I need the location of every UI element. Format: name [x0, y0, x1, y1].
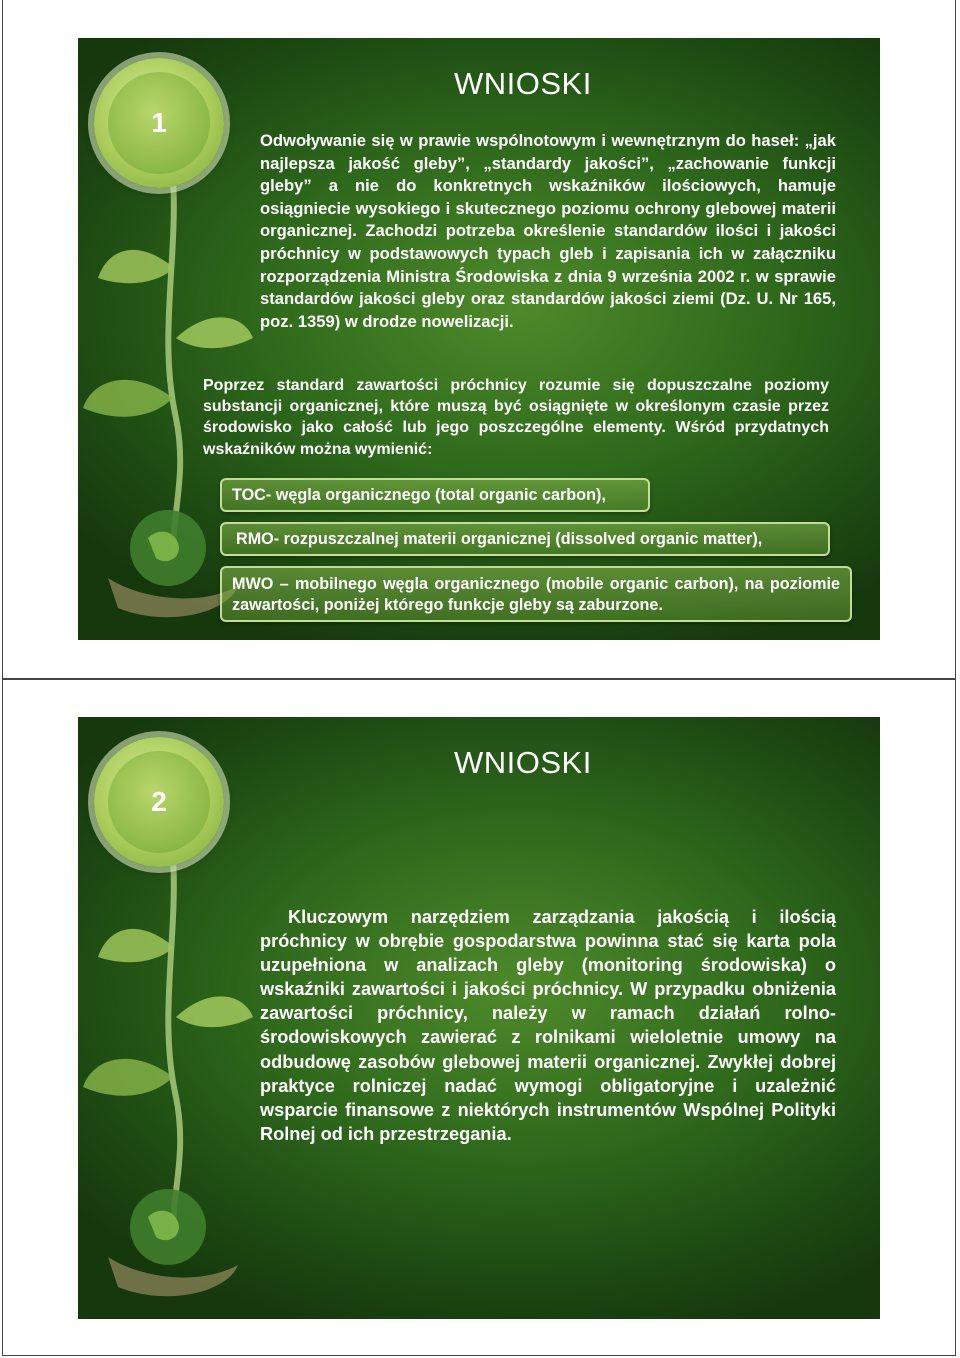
conclusion-paragraph: Kluczowym narzędziem zarządzania jakością i ilością próchnicy w obrębie gospodarstwa powinna stać się karta pola uzupełniona w analizach gleby (monitoring środowiska) o wskaźniki zawartości i jakości próchnicy. W przypadku obniżenia zawartości próchnicy, należy w ramach działań rolno-środowiskowych zawierać z rolnikami wieloletnie umowy na odbudowę zasobów glebowej materii organicznej. Zwykłej dobrej praktyce rolniczej nadać wymogi obligatoryjne i uzależnić wsparcie finansowe z niektórych instrumentów Wspólnej Polityki Rolnej od ich przestrzegania.: [260, 907, 836, 1144]
slide-number-badge: [94, 58, 224, 188]
slide-number: 1: [108, 72, 210, 174]
slide-2: [78, 717, 880, 1319]
indicator-box-mwo: MWO – mobilnego węgla organicznego (mobile organic carbon), na poziomie zawartości, poniżej którego funkcje gleby są zaburzone.: [220, 566, 852, 622]
slide-title: WNIOSKI: [454, 66, 592, 101]
slide-title: WNIOSKI: [454, 745, 592, 780]
slide-1: [78, 38, 880, 640]
standard-definition-paragraph: Poprzez standard zawartości próchnicy rozumie się dopuszczalne poziomy substancji organicznej, które muszą być osiągnięte w określonym czasie przez środowisko jako całość lub jego poszczególne elementy. Wśród przydatnych wskaźników można wymienić:: [203, 377, 829, 458]
indicator-box-rmo: RMO- rozpuszczalnej materii organicznej (dissolved organic matter),: [220, 522, 830, 556]
conclusion-paragraph: Odwoływanie się w prawie wspólnotowym i wewnętrznym do haseł: „jak najlepsza jakość gleby”, „standardy jakości”, „zachowanie funkcji gleby” a nie do konkretnych wskaźników ilościowych, hamuje osiągniecie wysokiego i skutecznego poziomu ochrony glebowej materii organicznej. Zachodzi potrzeba określenie standardów ilości i jakości próchnicy w podstawowych typach gleb i zapisania ich w załączniku rozporządzenia Ministra Środowiska z dnia 9 września 2002 r. w sprawie standardów jakości gleby oraz standardów jakości ziemi (Dz. U. Nr 165, poz. 1359) w drodze nowelizacji.: [260, 131, 836, 331]
indicator-box-toc: TOC- węgla organicznego (total organic carbon),: [220, 478, 650, 512]
slide-number: 2: [108, 751, 210, 853]
slide-number-badge: [94, 737, 224, 867]
